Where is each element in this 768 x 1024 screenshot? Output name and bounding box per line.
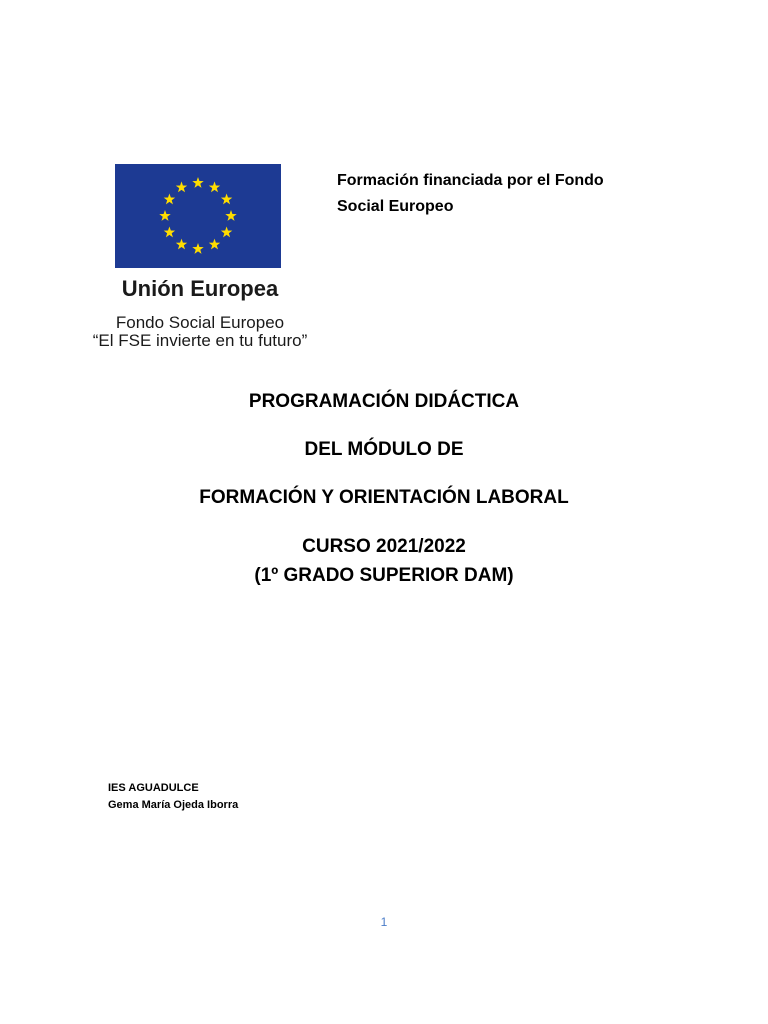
page-number: 1 [380,915,388,929]
eu-fund-text [60,314,340,350]
eu-name: Unión Europea [121,276,279,301]
author-block [108,780,238,814]
author-name: Gema María Ojeda Iborra [108,799,239,811]
title-line-4: CURSO 2021/2022 [302,536,466,557]
title-line-1: PROGRAMACIÓN DIDÁCTICA [248,391,520,412]
eu-fund-line-1: Fondo Social Europeo [115,313,285,332]
school-name: IES AGUADULCE [108,782,199,794]
eu-logo [60,160,340,355]
funding-note-line-2: Social Europeo [337,198,454,215]
funding-note [337,168,667,220]
title-line-5: (1º GRADO SUPERIOR DAM) [254,565,514,586]
eu-flag-graphic [115,164,281,268]
eu-fund-line-2: “El FSE invierte en tu futuro” [92,331,308,350]
title-line-2: DEL MÓDULO DE [304,439,464,460]
eu-flag-icon [115,164,281,268]
funding-note-line-1: Formación financiada por el Fondo [337,172,604,189]
title-line-3: FORMACIÓN Y ORIENTACIÓN LABORAL [199,487,569,508]
